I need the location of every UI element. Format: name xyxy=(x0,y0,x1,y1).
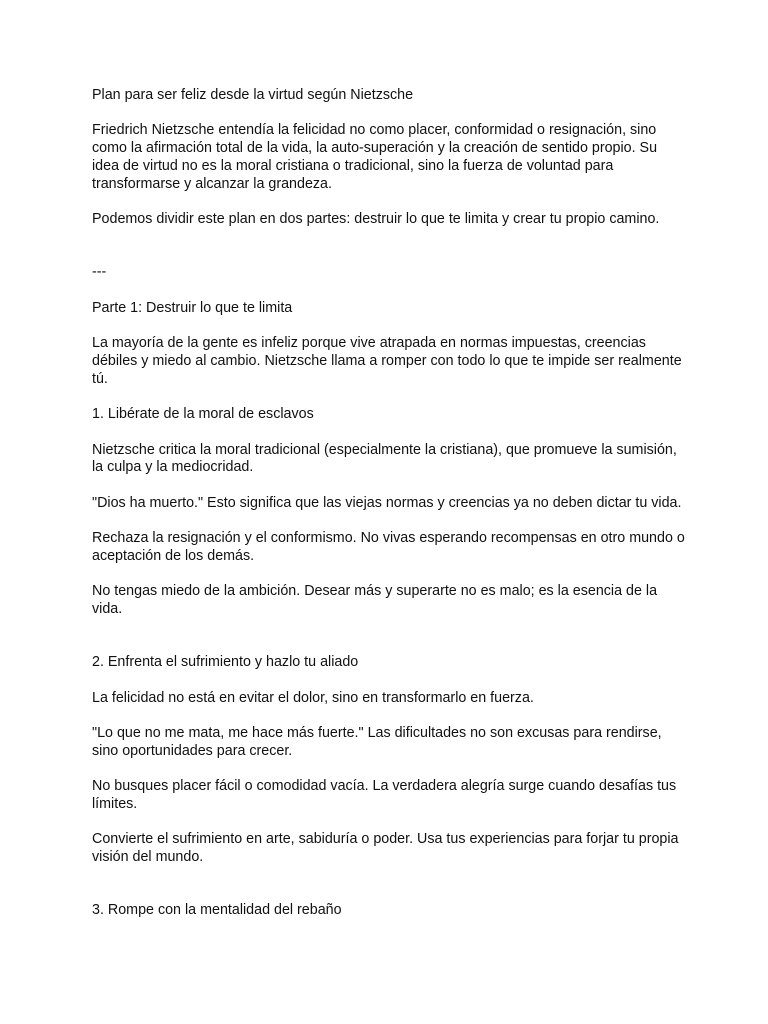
section-2-paragraph: No busques placer fácil o comodidad vacía. La verdadera alegría surge cuando desafías tus límites. xyxy=(92,778,677,813)
document-body xyxy=(92,87,688,938)
section-1-paragraph: Nietzsche critica la moral tradicional (especialmente la cristiana), que promueve la sumisión, la culpa y la mediocridad. xyxy=(92,441,677,476)
section-2-paragraph: La felicidad no está en evitar el dolor, sino en transformarlo en fuerza. xyxy=(92,689,534,706)
section-2-heading: 2. Enfrenta el sufrimiento y hazlo tu aliado xyxy=(92,654,359,671)
section-1-heading: 1. Libérate de la moral de esclavos xyxy=(92,406,314,423)
section-1-paragraph: No tengas miedo de la ambición. Desear más y superarte no es malo; es la esencia de la vida. xyxy=(92,583,658,618)
section-3-heading: 3. Rompe con la mentalidad del rebaño xyxy=(92,902,342,919)
section-2-paragraph: "Lo que no me mata, me hace más fuerte." Las dificultades no son excusas para rendirse, sino oportunidades para crecer. xyxy=(92,725,662,759)
part-1-heading: Parte 1: Destruir lo que te limita xyxy=(92,299,293,316)
section-1-paragraph: "Dios ha muerto." Esto significa que las viejas normas y creencias ya no deben dictar tu vida. xyxy=(92,494,682,511)
document-title: Plan para ser feliz desde la virtud según Nietzsche xyxy=(92,87,414,103)
section-divider: --- xyxy=(92,264,107,281)
plan-overview-paragraph: Podemos dividir este plan en dos partes: destruir lo que te limita y crear tu propio camino. xyxy=(92,211,660,228)
section-1-paragraph: Rechaza la resignación y el conformismo. No vivas esperando recompensas en otro mundo o aceptación de los demás. xyxy=(92,530,685,564)
part-1-intro-paragraph: La mayoría de la gente es infeliz porque vive atrapada en normas impuestas, creencias débiles y miedo al cambio. Nietzsche llama a romper con todo lo que te impide ser realmente tú. xyxy=(92,335,682,387)
intro-paragraph: Friedrich Nietzsche entendía la felicidad no como placer, conformidad o resignación, sino como la afirmación total de la vida, la auto-superación y la creación de sentido propio. Su idea de virtud no es la moral cristiana o tradicional, sino la fuerza de voluntad para transformarse y alcanzar la grandeza. xyxy=(92,122,658,192)
section-2-paragraph: Convierte el sufrimiento en arte, sabiduría o poder. Usa tus experiencias para forjar tu propia visión del mundo. xyxy=(92,831,679,866)
